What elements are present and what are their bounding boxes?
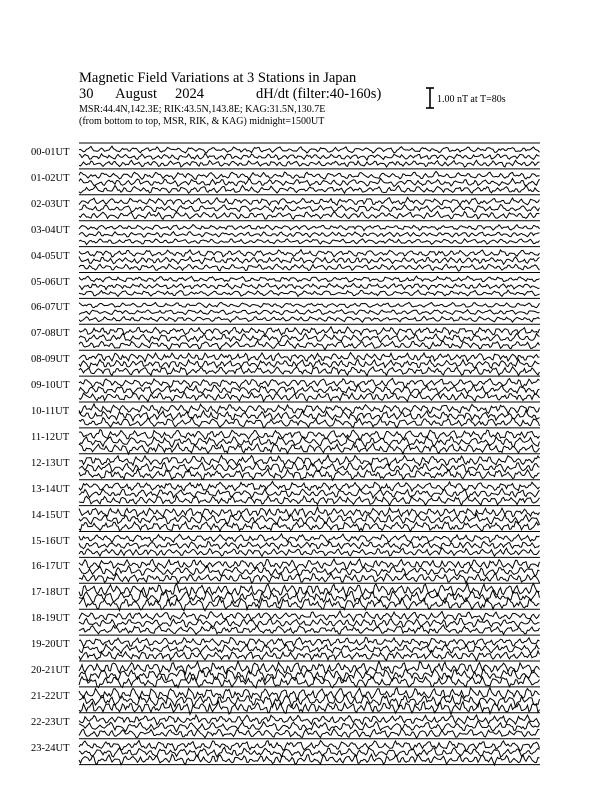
- trace-kag-09-10ut: [79, 378, 540, 388]
- trace-rik-23-24ut: [79, 747, 540, 757]
- trace-msr-16-17ut: [79, 573, 540, 583]
- trace-msr-11-12ut: [79, 443, 540, 454]
- trace-kag-07-08ut: [79, 327, 540, 335]
- trace-rik-06-07ut: [79, 310, 540, 315]
- trace-msr-05-06ut: [79, 290, 540, 296]
- trace-kag-06-07ut: [79, 302, 540, 308]
- trace-msr-15-16ut: [79, 548, 540, 556]
- hour-label: 18-19UT: [31, 613, 70, 625]
- trace-kag-16-17ut: [79, 559, 540, 569]
- trace-msr-12-13ut: [79, 469, 540, 480]
- trace-msr-10-11ut: [79, 417, 540, 427]
- trace-msr-04-05ut: [79, 264, 540, 271]
- quantity-label: dH/dt: [256, 86, 290, 102]
- trace-rik-00-01ut: [79, 154, 540, 161]
- trace-kag-01-02ut: [79, 171, 540, 179]
- hour-label: 20-21UT: [31, 665, 70, 676]
- chart-title: Magnetic Field Variations at 3 Stations in Japan: [79, 70, 357, 86]
- scale-bar-label: 1.00 nT at T=80s: [437, 94, 506, 105]
- trace-msr-07-08ut: [79, 340, 540, 349]
- hour-label: 17-18UT: [31, 587, 70, 599]
- trace-msr-18-19ut: [79, 625, 540, 634]
- trace-kag-00-01ut: [79, 146, 540, 153]
- trace-rik-15-16ut: [79, 541, 540, 549]
- trace-rik-02-03ut: [79, 205, 540, 213]
- date-month: August: [115, 86, 158, 102]
- trace-kag-03-04ut: [79, 225, 540, 231]
- hour-label: 05-06UT: [31, 276, 70, 288]
- hour-rows: [79, 143, 540, 765]
- trace-rik-19-20ut: [79, 644, 540, 653]
- trace-msr-06-07ut: [79, 316, 540, 322]
- trace-kag-13-14ut: [79, 481, 540, 491]
- trace-kag-22-23ut: [79, 715, 540, 725]
- filter-label: (filter:40-160s): [292, 86, 382, 102]
- hour-label: 00-01UT: [31, 147, 70, 158]
- midnight-note: midnight=1500UT: [249, 116, 325, 127]
- trace-msr-09-10ut: [79, 392, 540, 401]
- trace-kag-10-11ut: [79, 404, 540, 414]
- trace-kag-04-05ut: [79, 250, 540, 257]
- trace-msr-23-24ut: [79, 754, 540, 765]
- trace-msr-01-02ut: [79, 185, 540, 193]
- trace-rik-01-02ut: [79, 179, 540, 187]
- trace-rik-14-15ut: [79, 514, 540, 525]
- trace-kag-11-12ut: [79, 430, 540, 440]
- hour-label: 09-10UT: [31, 380, 70, 392]
- trace-msr-22-23ut: [79, 729, 540, 738]
- hour-label: 01-02UT: [31, 172, 70, 184]
- trace-msr-14-15ut: [79, 521, 540, 531]
- hour-label: 15-16UT: [31, 535, 70, 547]
- trace-msr-19-20ut: [79, 651, 540, 661]
- hour-label: 06-07UT: [31, 302, 70, 314]
- trace-kag-15-16ut: [79, 534, 540, 543]
- trace-rik-08-09ut: [79, 359, 540, 368]
- trace-rik-03-04ut: [79, 232, 540, 238]
- trace-msr-03-04ut: [79, 239, 540, 245]
- trace-kag-02-03ut: [79, 198, 540, 206]
- hour-label: 19-20UT: [31, 639, 70, 651]
- trace-rik-18-19ut: [79, 619, 540, 628]
- hour-label: 11-12UT: [31, 431, 70, 443]
- trace-kag-08-09ut: [79, 353, 540, 362]
- hour-label: 02-03UT: [31, 198, 70, 210]
- trace-rik-04-05ut: [79, 257, 540, 265]
- hour-label: 23-24UT: [31, 742, 70, 754]
- hour-label: 14-15UT: [31, 509, 70, 521]
- trace-rik-07-08ut: [79, 333, 540, 342]
- trace-kag-12-13ut: [79, 455, 540, 466]
- trace-msr-13-14ut: [79, 496, 540, 506]
- hour-label: 03-04UT: [31, 224, 70, 236]
- trace-msr-02-03ut: [79, 211, 540, 219]
- trace-rik-10-11ut: [79, 411, 540, 421]
- station-order-note: (from bottom to top, MSR, RIK, & KAG): [79, 116, 247, 127]
- trace-kag-14-15ut: [79, 507, 540, 517]
- hour-label: 04-05UT: [31, 250, 70, 262]
- trace-rik-12-13ut: [79, 463, 540, 473]
- station-coordinates: MSR:44.4N,142.3E; RIK:43.5N,143.8E; KAG:31.5N,130.7E: [79, 104, 326, 115]
- date-year: 2024: [175, 86, 205, 102]
- hour-label: 21-22UT: [31, 690, 70, 702]
- trace-rik-09-10ut: [79, 385, 540, 395]
- date-day: 30: [79, 86, 94, 102]
- hour-label: 08-09UT: [31, 354, 70, 366]
- hour-label: 07-08UT: [31, 328, 70, 340]
- trace-rik-05-06ut: [79, 284, 540, 290]
- trace-msr-08-09ut: [79, 367, 540, 376]
- hour-label: 16-17UT: [31, 561, 70, 573]
- trace-msr-00-01ut: [79, 160, 540, 167]
- trace-kag-18-19ut: [79, 611, 540, 621]
- hour-label: 12-13UT: [31, 457, 70, 469]
- trace-kag-05-06ut: [79, 276, 540, 282]
- hour-label: 10-11UT: [31, 406, 70, 417]
- trace-kag-19-20ut: [79, 637, 540, 646]
- hour-label: 22-23UT: [31, 716, 70, 728]
- hour-label: 13-14UT: [31, 483, 70, 495]
